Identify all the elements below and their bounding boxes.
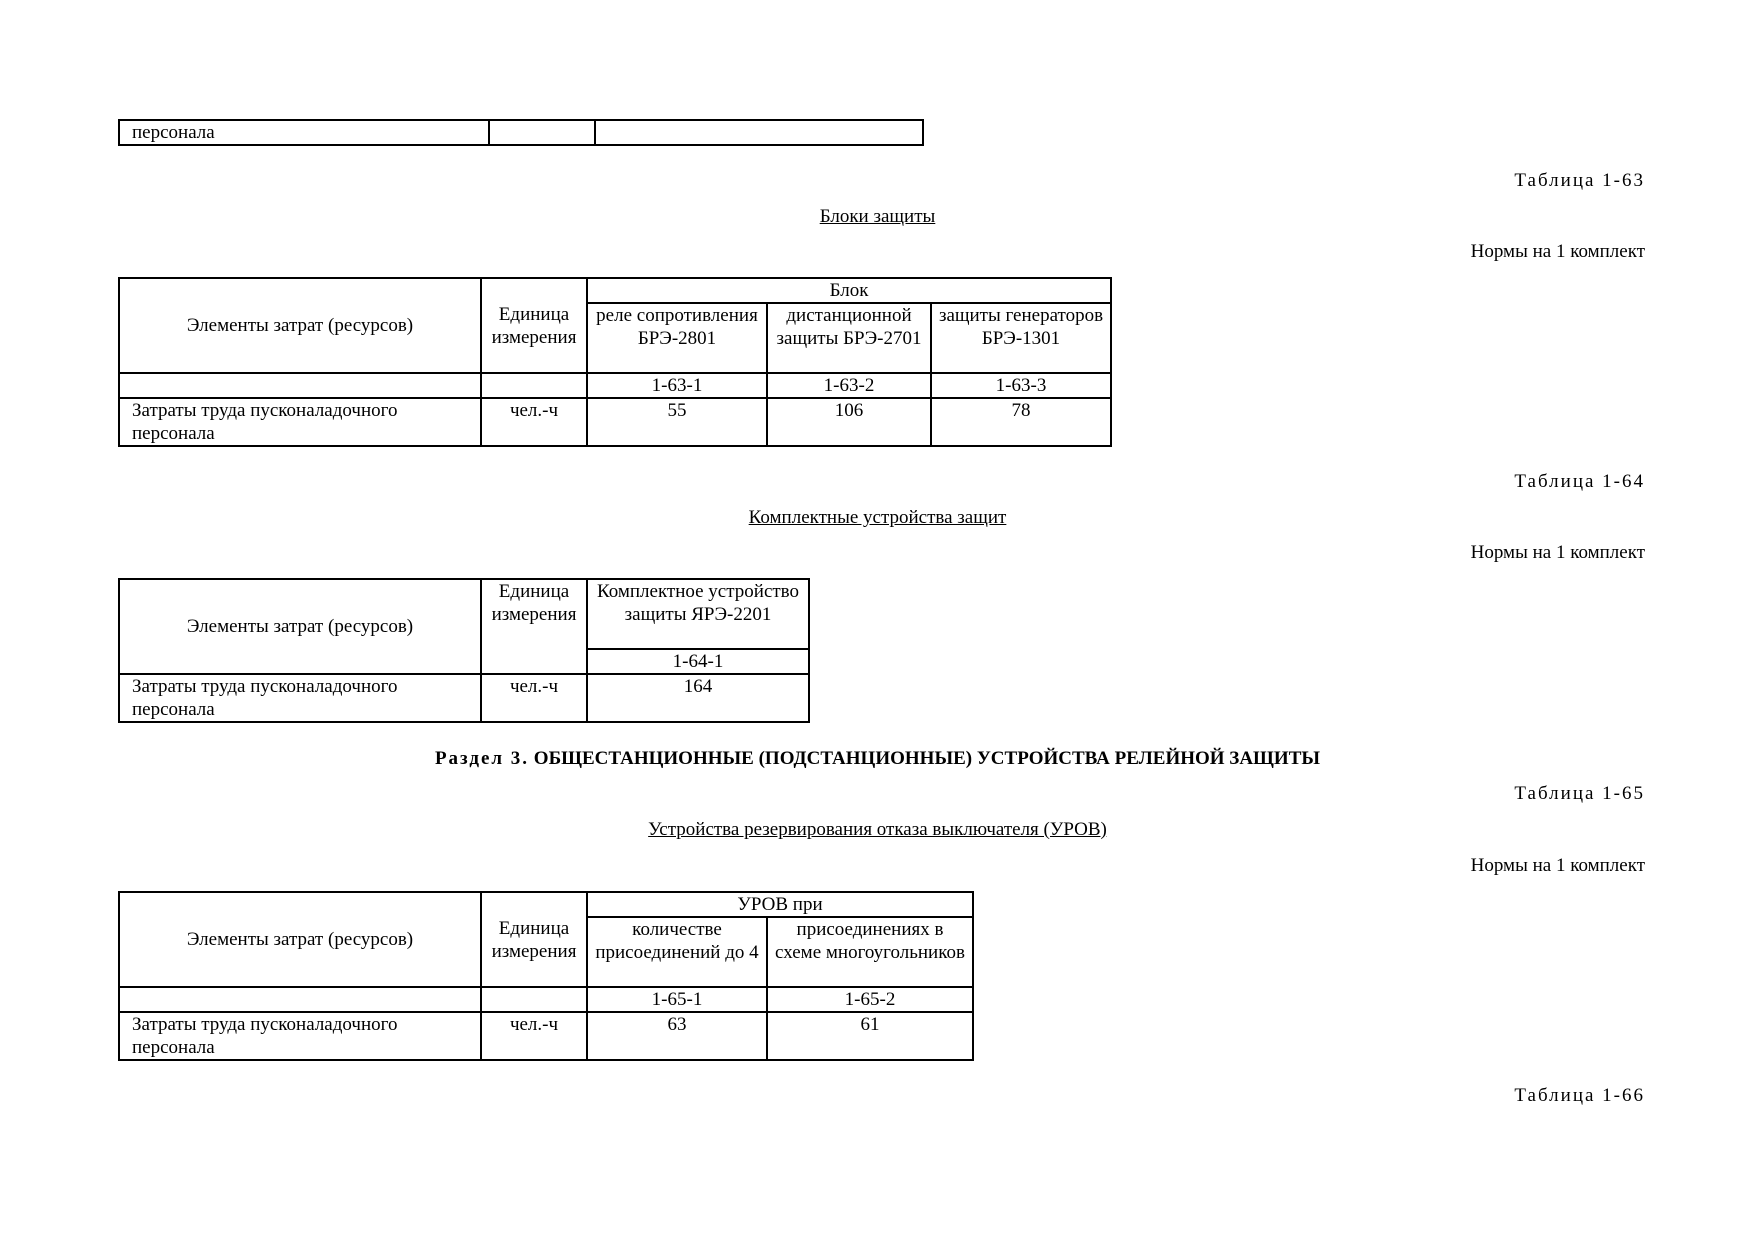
row-value: 55 [587, 398, 767, 446]
row-unit: чел.-ч [481, 398, 587, 446]
section-number: Раздел 3. [434, 748, 530, 769]
row-value: 61 [767, 1012, 973, 1060]
column-code: 1-63-3 [931, 373, 1111, 398]
table-cell [481, 373, 587, 398]
column-code: 1-63-1 [587, 373, 767, 398]
header-unit: Единица измерения [481, 579, 587, 674]
header-elements: Элементы затрат (ресурсов) [119, 579, 481, 674]
header-elements: Элементы затрат (ресурсов) [119, 892, 481, 987]
column-header: реле сопротивления БРЭ-2801 [587, 303, 767, 373]
table-cell [595, 120, 923, 145]
table-cell [119, 987, 481, 1012]
header-unit: Единица измерения [481, 892, 587, 987]
row-unit: чел.-ч [481, 674, 587, 722]
table-cell [481, 987, 587, 1012]
row-value: 78 [931, 398, 1111, 446]
row-value: 164 [587, 674, 809, 722]
table-number-label: Таблица 1-64 [1514, 471, 1645, 492]
table-number-label: Таблица 1-63 [1514, 170, 1645, 191]
table-caption: Устройства резервирования отказа выключателя (УРОВ) [648, 819, 1107, 840]
row-label: Затраты труда пусконаладочного персонала [119, 398, 481, 446]
column-code: 1-64-1 [587, 649, 809, 674]
row-value: 106 [767, 398, 931, 446]
row-label: Затраты труда пусконаладочного персонала [119, 1012, 481, 1060]
table-number-label: Таблица 1-65 [1514, 783, 1645, 804]
group-header: Блок [587, 278, 1111, 303]
column-header: дистанционной защиты БРЭ-2701 [767, 303, 931, 373]
table-1-65 [118, 891, 974, 1061]
previous-table-fragment [118, 119, 924, 146]
column-header: Комплектное устройство защиты ЯРЭ-2201 [587, 579, 809, 649]
table-number-label: Таблица 1-66 [1514, 1085, 1645, 1106]
table-1-63 [118, 277, 1112, 447]
row-label: Затраты труда пусконаладочного персонала [119, 674, 481, 722]
row-unit: чел.-ч [481, 1012, 587, 1060]
norms-label: Нормы на 1 комплект [1470, 542, 1645, 563]
row-value: 63 [587, 1012, 767, 1060]
table-caption: Комплектные устройства защит [748, 507, 1007, 528]
column-header: количестве присоединений до 4 [587, 917, 767, 987]
table-cell [119, 373, 481, 398]
column-code: 1-65-2 [767, 987, 973, 1012]
table-cell [489, 120, 595, 145]
section-heading [0, 748, 1755, 770]
table-caption: Блоки защиты [819, 206, 936, 227]
norms-label: Нормы на 1 комплект [1470, 241, 1645, 262]
header-unit: Единица измерения [481, 278, 587, 373]
header-elements: Элементы затрат (ресурсов) [119, 278, 481, 373]
column-code: 1-65-1 [587, 987, 767, 1012]
section-title: ОБЩЕСТАНЦИОННЫЕ (ПОДСТАНЦИОННЫЕ) УСТРОЙСТВА РЕЛЕЙНОЙ ЗАЩИТЫ [533, 748, 1321, 769]
norms-label: Нормы на 1 комплект [1470, 855, 1645, 876]
column-header: присоединениях в схеме многоугольников [767, 917, 973, 987]
table-1-64 [118, 578, 810, 723]
column-code: 1-63-2 [767, 373, 931, 398]
table-cell: персонала [119, 120, 489, 145]
column-header: защиты генераторов БРЭ-1301 [931, 303, 1111, 373]
group-header: УРОВ при [587, 892, 973, 917]
